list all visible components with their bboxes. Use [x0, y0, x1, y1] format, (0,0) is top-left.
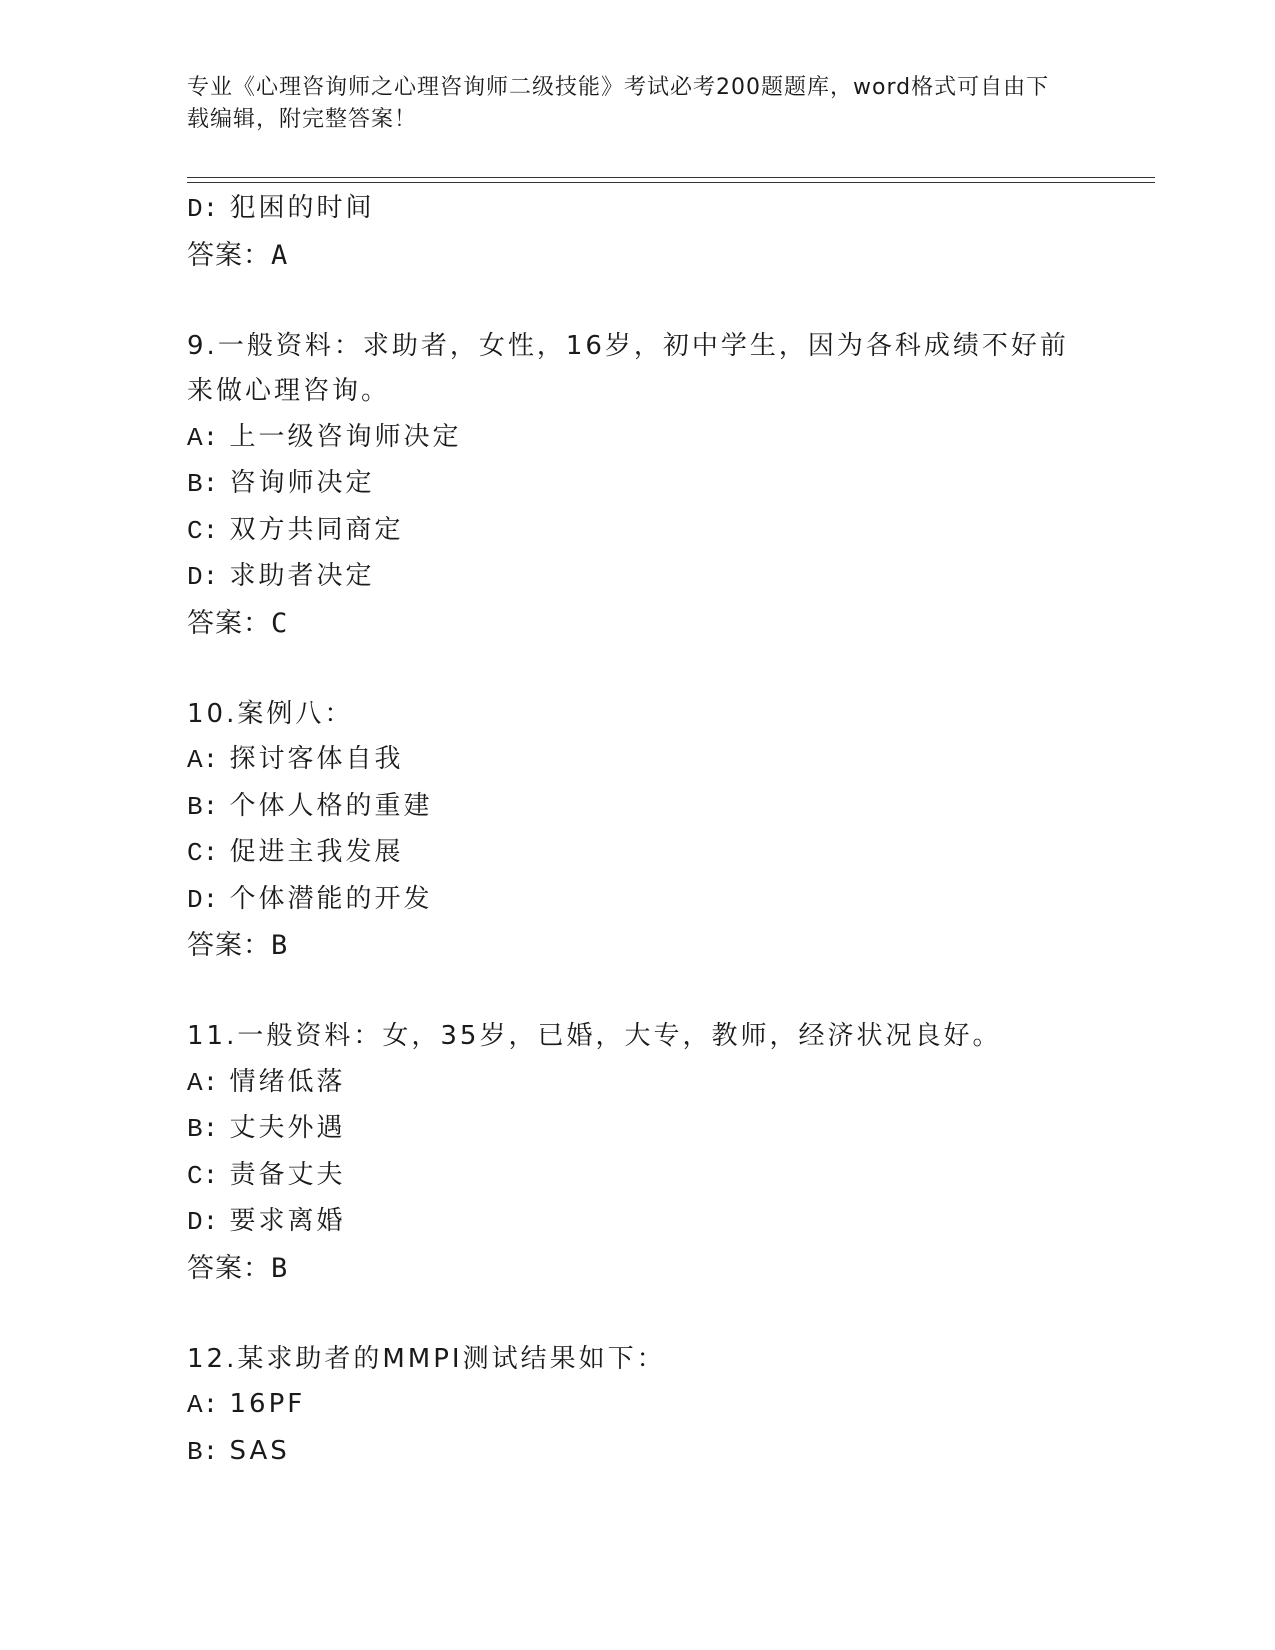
- option-text: 情绪低落: [229, 1066, 346, 1097]
- spacer: [187, 646, 1087, 692]
- question-stem: [187, 692, 1087, 738]
- option-label: A:: [187, 1067, 219, 1098]
- question-number: 11.: [187, 1021, 238, 1051]
- question-number: 12.: [187, 1343, 238, 1374]
- option-row: [187, 1106, 1087, 1153]
- option-text: 个体潜能的开发: [229, 883, 433, 914]
- answer-label: 答案：: [187, 239, 271, 271]
- spacer: [187, 1291, 1087, 1337]
- answer-label: 答案：: [187, 607, 271, 639]
- option-row: [187, 737, 1087, 784]
- question-text: 一般资料：女，35岁，已婚，大专，教师，经济状况良好。: [237, 1021, 1002, 1051]
- option-text: 要求离婚: [229, 1206, 346, 1236]
- option-row: [187, 186, 1087, 233]
- option-label: B:: [187, 791, 219, 822]
- option-row: [187, 830, 1087, 877]
- spacer: [187, 278, 1087, 324]
- option-label: C:: [187, 1160, 219, 1191]
- option-label: B:: [187, 1114, 219, 1144]
- option-text: 个体人格的重建: [229, 790, 433, 821]
- answer-value: B: [271, 930, 289, 961]
- header-divider-top: [187, 177, 1155, 178]
- question-text: 案例八：: [237, 698, 354, 729]
- option-text: 双方共同商定: [229, 514, 404, 545]
- question-list: [187, 186, 1087, 1475]
- option-row: [187, 784, 1087, 831]
- answer-value: B: [271, 1252, 289, 1284]
- option-label: D:: [187, 562, 219, 592]
- question-number: 9.: [187, 330, 218, 361]
- question-stem: [187, 1337, 1087, 1383]
- option-row: [187, 1199, 1087, 1246]
- answer-row: [187, 1246, 1087, 1292]
- answer-value: C: [271, 607, 289, 639]
- option-text: 求助者决定: [229, 561, 375, 591]
- option-row: [187, 554, 1087, 601]
- answer-label: 答案：: [187, 1252, 271, 1284]
- spacer: [187, 969, 1087, 1015]
- question-text: 某求助者的MMPI测试结果如下：: [237, 1343, 666, 1374]
- option-label: A:: [187, 422, 219, 453]
- option-label: D:: [187, 1207, 219, 1237]
- option-text: 犯困的时间: [229, 193, 375, 223]
- option-text: 责备丈夫: [229, 1159, 346, 1190]
- option-row: [187, 1060, 1087, 1107]
- option-row: [187, 1153, 1087, 1200]
- option-label: A:: [187, 1390, 219, 1420]
- question-number: 10.: [187, 698, 238, 729]
- option-text: 16PF: [229, 1389, 306, 1419]
- option-label: A:: [187, 745, 219, 775]
- option-row: [187, 1382, 1087, 1429]
- answer-label: 答案：: [187, 930, 271, 961]
- option-label: D:: [187, 884, 219, 915]
- option-label: C:: [187, 515, 219, 546]
- option-text: 促进主我发展: [229, 837, 404, 867]
- option-row: [187, 508, 1087, 555]
- option-text: 丈夫外遇: [229, 1113, 346, 1143]
- option-row: [187, 461, 1087, 508]
- question-stem: [187, 1014, 1087, 1060]
- option-text: 咨询师决定: [229, 468, 375, 498]
- option-row: [187, 415, 1087, 462]
- document-header: 专业《心理咨询师之心理咨询师二级技能》考试必考200题题库，word格式可自由下载编辑，附完整答案！: [187, 75, 1050, 132]
- option-row: [187, 1429, 1087, 1476]
- answer-row: [187, 923, 1087, 969]
- option-label: D:: [187, 194, 219, 224]
- question-stem: [187, 324, 1087, 370]
- option-label: C:: [187, 838, 219, 868]
- option-label: B:: [187, 469, 219, 499]
- option-text: 探讨客体自我: [229, 744, 404, 774]
- answer-value: A: [271, 239, 289, 271]
- question-stem-continued: 来做心理咨询。: [187, 376, 391, 406]
- header-divider-bottom: [187, 182, 1155, 183]
- answer-row: [187, 233, 1087, 279]
- option-row: [187, 877, 1087, 924]
- question-text: 一般资料：求助者，女性，16岁，初中学生，因为各科成绩不好前: [217, 330, 1069, 361]
- option-label: B:: [187, 1436, 219, 1467]
- option-text: 上一级咨询师决定: [229, 421, 462, 452]
- option-text: SAS: [229, 1435, 290, 1466]
- answer-row: [187, 601, 1087, 647]
